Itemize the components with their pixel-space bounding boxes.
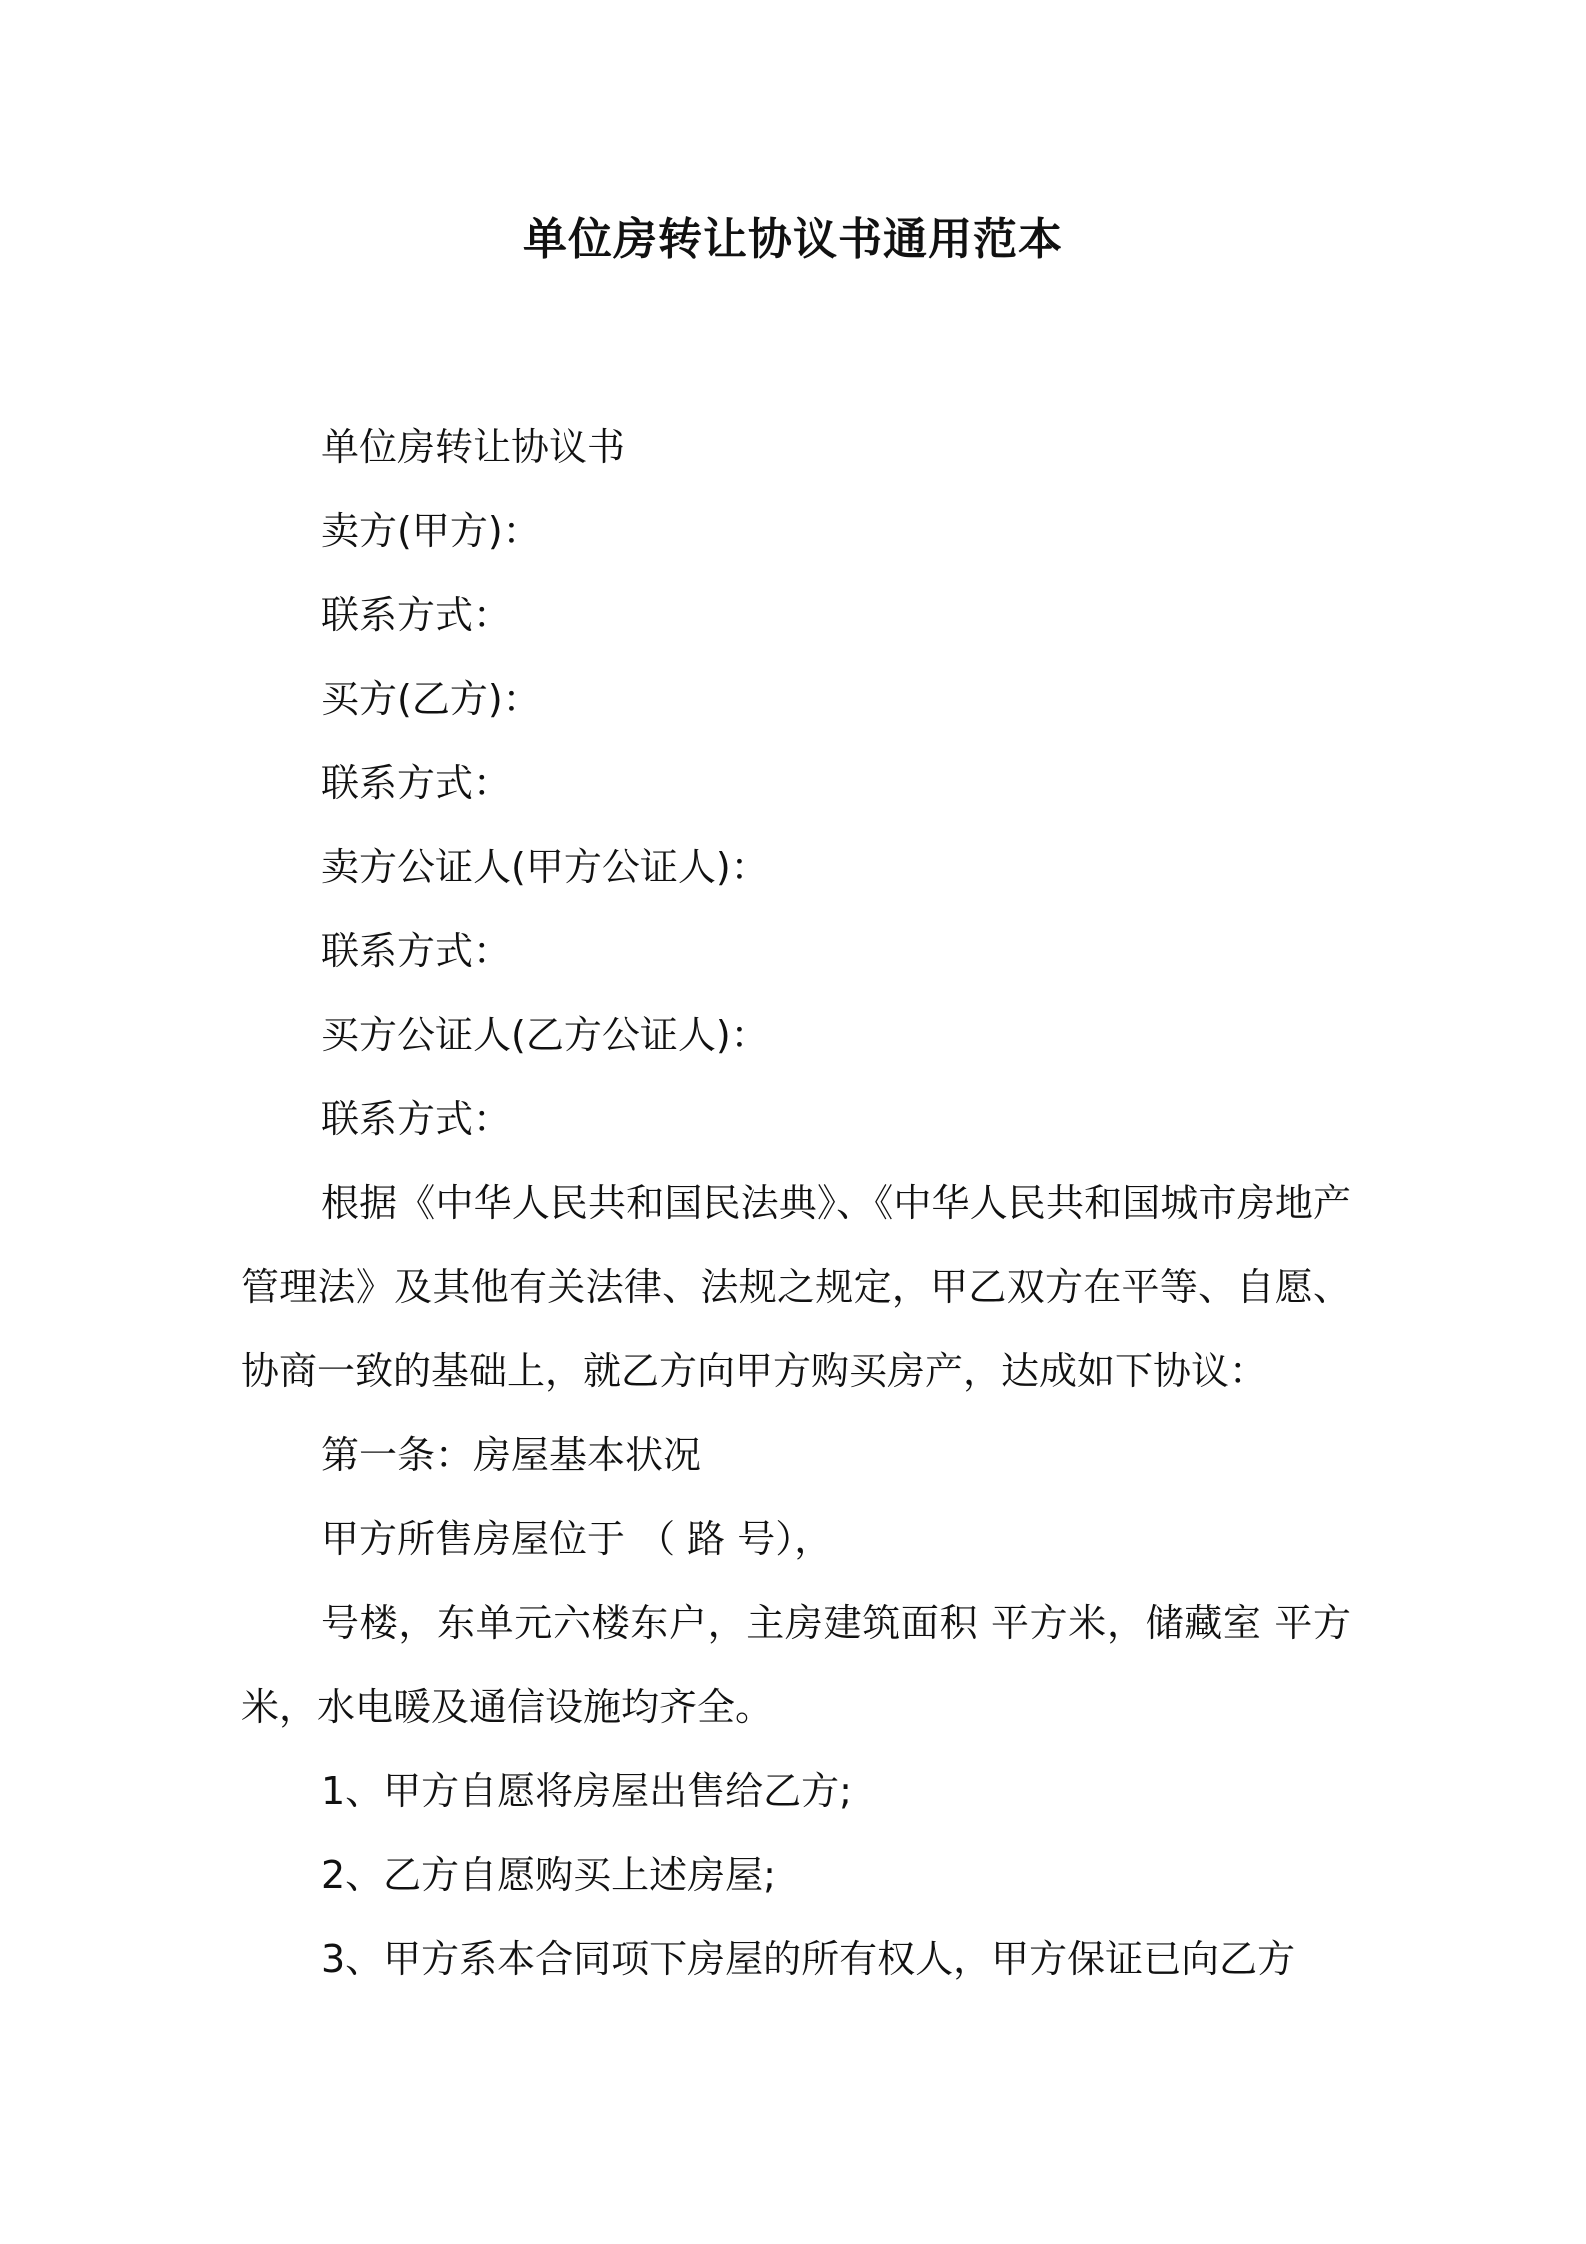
list-item: 3、甲方系本合同项下房屋的所有权人，甲方保证已向乙方 xyxy=(321,1937,1296,1981)
seller-field: 卖方(甲方)： xyxy=(321,509,541,553)
document-body xyxy=(241,405,1351,2001)
seller-contact-field: 联系方式： xyxy=(321,593,512,637)
article-1-heading: 第一条：房屋基本状况 xyxy=(321,1433,702,1477)
buyer-contact-field: 联系方式： xyxy=(321,761,512,805)
agreement-heading: 单位房转让协议书 xyxy=(321,425,626,469)
document-title: 单位房转让协议书通用范本 xyxy=(523,214,1063,265)
basis-paragraph: 根据《中华人民共和国民法典》、《中华人民共和国城市房地产管理法》及其他有关法律、法规之规定，甲乙双方在平等、自愿、协商一致的基础上，就乙方向甲方购买房产，达成如下协议： xyxy=(241,1181,1351,1393)
buyer-notary-field: 买方公证人(乙方公证人)： xyxy=(321,1013,769,1057)
seller-notary-contact-field: 联系方式： xyxy=(321,929,512,973)
seller-notary-field: 卖方公证人(甲方公证人)： xyxy=(321,845,769,889)
details-paragraph: 号楼，东单元六楼东户，主房建筑面积 平方米，储藏室 平方米，水电暖及通信设施均齐全。 xyxy=(241,1601,1351,1729)
list-item: 1、甲方自愿将房屋出售给乙方; xyxy=(321,1769,852,1813)
list-item: 2、乙方自愿购买上述房屋; xyxy=(321,1853,776,1897)
buyer-field: 买方(乙方)： xyxy=(321,677,541,721)
location-line: 甲方所售房屋位于 （ 路 号）， xyxy=(321,1517,833,1561)
buyer-notary-contact-field: 联系方式： xyxy=(321,1097,512,1141)
